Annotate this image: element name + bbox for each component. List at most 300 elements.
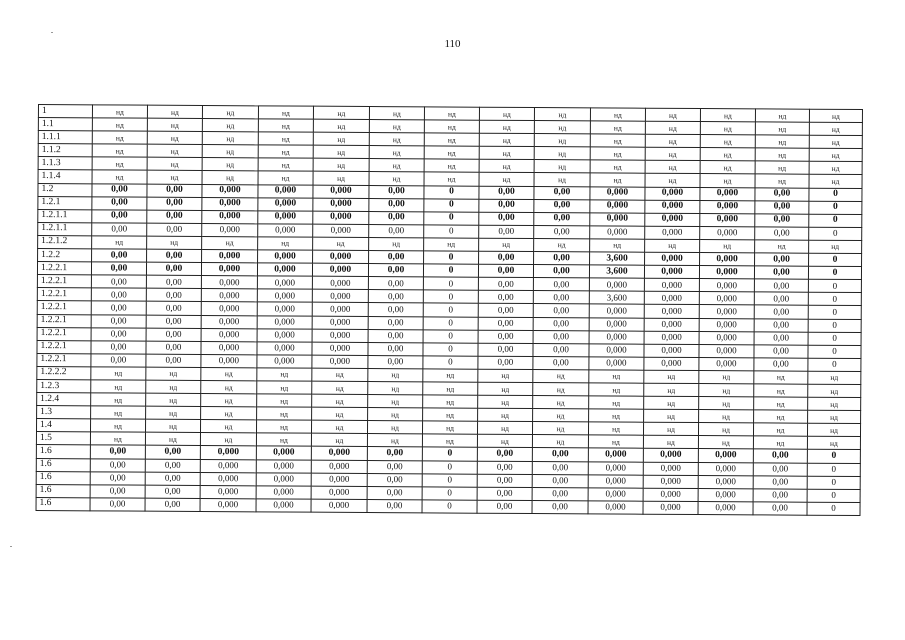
value-cell: нд [90,432,145,445]
value-cell: 0,000 [588,461,643,474]
value-cell: 0,000 [699,344,754,357]
row-code-cell: 1.2.2.1 [37,275,91,288]
value-cell: нд [477,421,532,434]
value-cell: 3,600 [589,291,644,304]
value-cell: 0,000 [200,485,256,498]
value-cell: 0,000 [700,187,755,200]
value-cell: нд [753,436,807,449]
value-cell: 0,00 [534,186,590,199]
value-cell: 0 [807,476,860,489]
value-cell: 0,000 [699,357,754,370]
row-code-cell: 1.2.2.1 [37,340,91,353]
value-cell: нд [256,433,311,446]
value-cell: 0,000 [256,499,311,512]
value-cell: нд [201,367,257,380]
value-cell: нд [477,435,532,448]
value-cell: 0,000 [200,446,256,459]
row-code-cell: 1 [38,105,92,118]
value-cell: 0,00 [146,275,201,288]
value-cell: 0,00 [147,223,202,236]
value-cell: 0,00 [477,448,532,461]
value-cell: 0,00 [534,225,590,238]
row-code-cell: 1.6 [36,458,90,471]
value-cell: нд [700,122,755,135]
value-cell: 0,000 [257,263,312,276]
value-cell: нд [644,383,699,396]
value-cell: 0,000 [644,265,699,278]
value-cell: 0 [423,356,478,369]
value-cell: нд [145,419,200,432]
value-cell: нд [257,368,312,381]
value-cell: 0,00 [367,447,422,460]
value-cell: 0 [808,345,861,358]
value-cell: нд [808,371,861,384]
value-cell: 0 [424,212,479,225]
value-cell: нд [809,240,862,253]
value-cell: нд [590,108,645,121]
value-cell: 0,000 [590,186,645,199]
value-cell: 0,00 [533,317,589,330]
data-table [36,104,863,516]
value-cell: 0,000 [311,499,367,512]
value-cell: 0,00 [533,343,589,356]
value-cell: нд [147,158,202,171]
value-cell: 0,00 [479,199,534,212]
value-cell: 0,000 [312,316,368,329]
value-cell: 0,00 [145,485,200,498]
value-cell: нд [644,370,699,383]
value-cell: 0,000 [589,344,644,357]
value-cell: нд [479,133,534,146]
value-cell: 0,000 [201,328,257,341]
value-cell: 0,000 [588,488,643,501]
value-cell: 0 [423,343,478,356]
value-cell: 0 [422,473,477,486]
value-cell: 0,00 [478,304,533,317]
value-cell: нд [533,382,589,395]
value-cell: нд [313,132,369,145]
value-cell: нд [479,173,534,186]
value-cell: нд [313,119,369,132]
value-cell: 0 [807,502,860,515]
value-cell: 0 [807,463,860,476]
row-code-cell: 1.6 [36,471,90,484]
value-cell: 0,000 [700,200,755,213]
value-cell: нд [258,237,313,250]
value-cell: нд [258,132,313,145]
value-cell: 0,00 [532,474,588,487]
value-cell: нд [146,367,201,380]
value-cell: нд [808,410,861,423]
value-cell: 0,00 [146,302,201,315]
page-number: 110 [444,38,461,50]
value-cell: нд [479,160,534,173]
value-cell: 0,000 [201,315,257,328]
value-cell: 0,000 [698,475,753,488]
value-cell: 0,000 [590,226,645,239]
value-cell: 0,000 [698,462,753,475]
value-cell: 0,000 [645,226,700,239]
value-cell: нд [808,384,861,397]
value-cell: нд [645,239,700,252]
value-cell: 0,000 [589,330,644,343]
value-cell: 0,000 [311,447,367,460]
value-cell: 0 [424,185,479,198]
value-cell: 0,00 [91,288,146,301]
value-cell: нд [645,134,700,147]
value-cell: нд [755,122,809,135]
value-cell: 0,00 [478,277,533,290]
value-cell: 0 [808,266,861,279]
value-cell: нд [147,236,202,249]
value-cell: 0,00 [532,487,588,500]
value-cell: 0,000 [313,198,369,211]
value-cell: нд [700,174,755,187]
row-code-cell: 1.5 [36,432,90,445]
row-code-cell: 1.2.2.1 [37,314,91,327]
value-cell: нд [201,380,257,393]
value-cell: 0,00 [753,462,807,475]
value-cell: нд [755,174,809,187]
value-cell: 0,000 [588,501,643,514]
value-cell: нд [754,410,808,423]
value-cell: 0,00 [91,262,146,275]
value-cell: нд [643,422,698,435]
value-cell: 0,00 [534,212,590,225]
value-cell: 0,00 [146,262,201,275]
value-cell: 0,000 [698,449,753,462]
value-cell: нд [589,370,644,383]
value-cell: нд [200,433,256,446]
value-cell: нд [367,421,422,434]
value-cell: нд [368,368,423,381]
value-cell: 0,00 [477,474,532,487]
value-cell: нд [258,171,313,184]
value-cell: 0,000 [202,223,258,236]
value-cell: 0,00 [146,288,201,301]
value-cell: нд [423,395,478,408]
value-cell: 0,00 [147,184,202,197]
value-cell: 0,000 [201,341,257,354]
value-cell: 0,000 [201,276,257,289]
value-cell: нд [146,393,201,406]
value-cell: 0 [808,319,861,332]
value-cell: нд [479,120,534,133]
value-cell: 0,00 [534,252,590,265]
value-cell: нд [423,408,478,421]
value-cell: 0 [807,489,860,502]
value-cell: 0,00 [478,291,533,304]
value-cell: 0,000 [699,318,754,331]
value-cell: нд [369,146,424,159]
value-cell: 3,600 [590,252,645,265]
value-cell: 0,00 [369,224,424,237]
value-cell: 0,000 [312,342,368,355]
value-cell: нд [809,135,862,148]
value-cell: нд [424,120,479,133]
value-cell: нд [699,410,754,423]
value-cell: 0 [809,201,862,214]
value-cell: 0,000 [645,187,700,200]
value-cell: 0,00 [91,301,146,314]
value-cell: нд [644,409,699,422]
value-cell: 0,00 [478,317,533,330]
value-cell: нд [590,160,645,173]
value-cell: нд [147,171,202,184]
value-cell: 0,00 [754,279,808,292]
value-cell: 0,000 [257,355,312,368]
value-cell: 0 [809,227,862,240]
value-cell: 0,00 [754,345,808,358]
value-cell: нд [258,145,313,158]
value-cell: нд [700,109,755,122]
value-cell: нд [698,436,753,449]
value-cell: 0,00 [368,355,423,368]
value-cell: нд [534,134,590,147]
value-cell: 0 [808,279,861,292]
value-cell: нд [424,107,479,120]
value-cell: 0,000 [643,462,698,475]
row-code-cell: 1.2.1.1 [38,222,92,235]
value-cell: 0 [422,447,477,460]
value-cell: 0,00 [367,473,422,486]
value-cell: 0,000 [256,472,311,485]
value-cell: 0,00 [145,446,200,459]
value-cell: 0,00 [753,449,807,462]
value-cell: 0 [808,358,861,371]
value-cell: 0,00 [534,199,590,212]
value-cell: 0,00 [146,354,201,367]
value-cell: 0,00 [479,186,534,199]
value-cell: нд [534,147,590,160]
value-cell: нд [424,133,479,146]
row-code-cell: 1.2.2.1 [37,327,91,340]
value-cell: нд [645,108,700,121]
value-cell: 0,000 [589,357,644,370]
value-cell: нд [754,371,808,384]
value-cell: 0,00 [479,212,534,225]
value-cell: нд [424,146,479,159]
value-cell: 0,000 [644,278,699,291]
value-cell: нд [589,409,644,422]
value-cell: 0,00 [369,198,424,211]
value-cell: нд [92,131,147,144]
row-code-cell: 1.6 [36,497,90,510]
value-cell: нд [698,423,753,436]
value-cell: 0,000 [589,304,644,317]
value-cell: нд [643,436,698,449]
value-cell: нд [369,107,424,120]
value-cell: 0,000 [644,305,699,318]
value-cell: 0,000 [313,185,369,198]
value-cell: 0 [423,290,478,303]
value-cell: 0,00 [755,187,809,200]
value-cell: 0,000 [258,224,313,237]
value-cell: 0,000 [588,474,643,487]
value-cell: 0,000 [699,266,754,279]
row-code-cell: 1.2.2.1 [37,262,91,275]
value-cell: 0,000 [256,446,311,459]
value-cell: нд [755,148,809,161]
value-cell: 0,00 [753,476,807,489]
value-cell: 0,00 [533,356,589,369]
value-cell: 0,000 [312,355,368,368]
value-cell: нд [645,174,700,187]
value-cell: 0,000 [644,331,699,344]
value-cell: 0,000 [590,200,645,213]
value-cell: 0,00 [90,458,145,471]
value-cell: 0,000 [643,488,698,501]
value-cell: 0,00 [532,500,588,513]
value-cell: 0,00 [753,502,807,515]
value-cell: 0,00 [754,305,808,318]
value-cell: 0,000 [700,226,755,239]
value-cell: 0,00 [479,225,534,238]
row-code-cell: 1.2.1.2 [38,235,92,248]
value-cell: 0,00 [532,448,588,461]
value-cell: нд [479,146,534,159]
value-cell: 0,00 [533,265,589,278]
value-cell: нд [645,147,700,160]
value-cell: нд [257,381,312,394]
value-cell: 0,000 [311,486,367,499]
value-cell: 0,00 [367,460,422,473]
value-cell: нд [700,161,755,174]
value-cell: 0 [423,316,478,329]
value-cell: нд [753,423,807,436]
value-cell: 0,00 [478,264,533,277]
value-cell: нд [368,395,423,408]
value-cell: нд [809,162,862,175]
value-cell: нд [91,380,146,393]
value-cell: 0,000 [202,184,258,197]
value-cell: 0 [424,251,479,264]
value-cell: нд [534,121,590,134]
value-cell: 0,00 [755,253,809,266]
value-cell: нд [311,434,367,447]
value-cell: 0,000 [699,292,754,305]
value-cell: 0,00 [755,201,809,214]
value-cell: нд [311,420,367,433]
value-cell: 0,000 [200,498,256,511]
row-code-cell: 1.2 [38,183,92,196]
value-cell: нд [91,393,146,406]
value-cell: 0 [423,329,478,342]
value-cell: 0,000 [645,200,700,213]
value-cell: 0,000 [201,289,257,302]
value-cell: нд [699,370,754,383]
row-code-cell: 1.2.2.1 [37,353,91,366]
value-cell: 0,00 [477,461,532,474]
value-cell: нд [754,384,808,397]
value-cell: 0,000 [313,250,369,263]
value-cell: 0,000 [700,213,755,226]
value-cell: нд [312,407,368,420]
value-cell: нд [699,397,754,410]
value-cell: нд [256,420,311,433]
value-cell: нд [590,147,645,160]
value-cell: 0,00 [91,354,146,367]
value-cell: 0,000 [312,276,368,289]
row-code-cell: 1.3 [37,406,91,419]
value-cell: 0,000 [643,501,698,514]
value-cell: нд [200,420,256,433]
value-cell: нд [369,120,424,133]
value-cell: 0,00 [533,330,589,343]
value-cell: 0,00 [477,487,532,500]
value-cell: нд [533,396,589,409]
value-cell: 0,000 [644,344,699,357]
value-cell: нд [146,380,201,393]
value-cell: 0,000 [258,250,313,263]
value-cell: нд [588,422,643,435]
value-cell: 0,00 [369,211,424,224]
value-cell: 0,00 [754,292,808,305]
value-cell: нд [423,382,478,395]
scan-speck [51,32,53,33]
value-cell: нд [589,396,644,409]
row-code-cell: 1.2.2 [38,249,92,262]
value-cell: 0,00 [478,343,533,356]
value-cell: 0,000 [311,473,367,486]
value-cell: 0,000 [698,501,753,514]
value-cell: 0,000 [312,329,368,342]
value-cell: нд [700,135,755,148]
value-cell: 0,000 [257,302,312,315]
value-cell: 0,000 [644,357,699,370]
value-cell: 0 [423,264,478,277]
value-cell: нд [369,172,424,185]
value-cell: 0 [423,277,478,290]
row-code-cell: 1.6 [36,484,90,497]
value-cell: нд [90,419,145,432]
value-cell: нд [145,433,200,446]
value-cell: 0,000 [200,459,256,472]
value-cell: 0,00 [368,264,423,277]
value-cell: 0,000 [258,198,313,211]
value-cell: нд [478,395,533,408]
value-cell: 0,00 [147,210,202,223]
value-cell: 0,000 [312,289,368,302]
value-cell: 0,00 [479,251,534,264]
value-cell: нд [369,159,424,172]
value-cell: 0,00 [147,249,202,262]
value-cell: 0,000 [258,211,313,224]
value-cell: нд [645,121,700,134]
value-cell: 0,00 [91,327,146,340]
value-cell: 0,000 [311,460,367,473]
value-cell: 0,00 [92,223,147,236]
value-cell: нд [755,135,809,148]
value-cell: нд [202,158,258,171]
value-cell: нд [809,109,862,122]
value-cell: 0,000 [202,210,258,223]
value-cell: нд [92,118,147,131]
value-cell: нд [258,119,313,132]
value-cell: нд [313,237,369,250]
row-code-cell: 1.1.1 [38,131,92,144]
value-cell: нд [589,383,644,396]
value-cell: нд [369,237,424,250]
value-cell: 0,000 [313,224,369,237]
value-cell: нд [478,382,533,395]
value-cell: 0,00 [753,489,807,502]
value-cell: 0,000 [258,184,313,197]
value-cell: 0,000 [589,317,644,330]
value-cell: нд [313,172,369,185]
value-cell: 0,00 [146,315,201,328]
value-cell: 0,00 [90,498,145,511]
